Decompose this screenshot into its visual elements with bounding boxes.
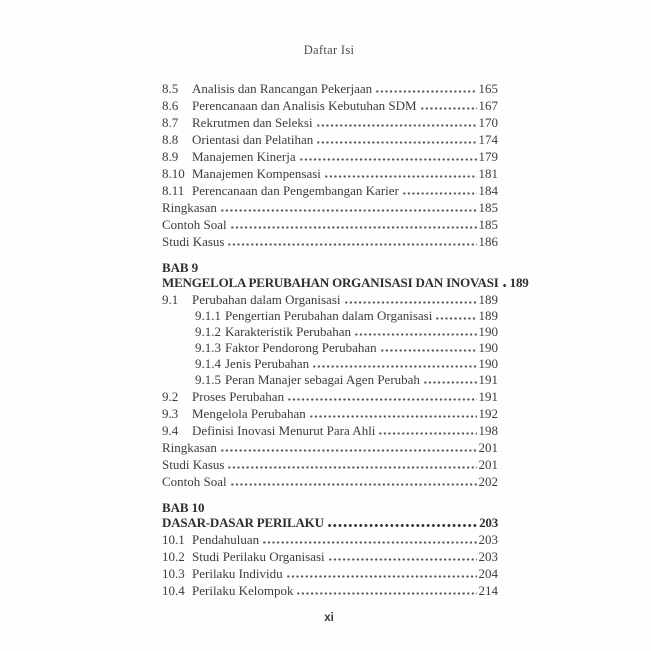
entry-label: Perencanaan dan Analisis Kebutuhan SDM (192, 98, 417, 113)
entry-label: Mengelola Perubahan (192, 406, 306, 421)
dot-leader (286, 565, 477, 582)
toc-entry (162, 456, 498, 473)
toc-bab-label (162, 500, 498, 515)
dot-leader (220, 439, 477, 456)
entry-label: Perubahan dalam Organisasi (192, 292, 341, 307)
entry-number: 9.1.2 (195, 324, 221, 339)
entry-label: Studi Kasus (162, 234, 225, 249)
dot-leader (380, 340, 477, 356)
entry-page-number: 203 (478, 549, 498, 564)
entry-page-number: 214 (478, 583, 498, 598)
entry-number: 10.2 (162, 549, 185, 564)
entry-label: Proses Perubahan (192, 389, 285, 404)
toc-entry (162, 340, 498, 356)
toc-entry (162, 531, 498, 548)
entry-page-number: 170 (478, 115, 498, 130)
chapter-number-label: BAB 10 (162, 500, 205, 515)
entry-page-number: 201 (478, 440, 498, 455)
dot-leader (227, 456, 476, 473)
entry-label: Karakteristik Perubahan (225, 324, 351, 339)
entry-number: 8.7 (162, 115, 179, 130)
chapter-page-number: 203 (479, 515, 498, 530)
entry-label: Jenis Perubahan (225, 356, 310, 371)
entry-page-number: 186 (478, 234, 498, 249)
entry-page-number: 181 (478, 166, 498, 181)
table-of-contents (162, 80, 529, 599)
entry-number: 8.11 (162, 183, 185, 198)
dot-leader (220, 199, 477, 216)
entry-number: 9.1.5 (195, 372, 221, 387)
dot-leader (375, 80, 476, 97)
toc-entry (162, 422, 498, 439)
toc-entry (162, 114, 498, 131)
entry-page-number: 198 (478, 423, 498, 438)
chapter-title: MENGELOLA PERUBAHAN ORGANISASI DAN INOVASI (162, 275, 499, 290)
entry-page-number: 165 (478, 81, 498, 96)
toc-entry (162, 148, 498, 165)
entry-page-number: 202 (478, 474, 498, 489)
running-header: Daftar Isi (303, 43, 355, 57)
entry-label: Faktor Pendorong Perubahan (225, 340, 377, 355)
chapter-title: DASAR-DASAR PERILAKU (162, 515, 324, 530)
entry-label: Ringkasan (162, 440, 217, 455)
entry-number: 9.2 (162, 389, 179, 404)
entry-label: Studi Perilaku Organisasi (192, 549, 325, 564)
toc-entry (162, 233, 498, 250)
dot-leader (327, 515, 477, 531)
entry-label: Manajemen Kinerja (192, 149, 296, 164)
chapter-number-label: BAB 9 (162, 260, 198, 275)
entry-page-number: 167 (478, 98, 498, 113)
toc-entry (162, 548, 498, 565)
entry-number: 10.4 (162, 583, 185, 598)
dot-leader (324, 165, 477, 182)
toc-entry (162, 308, 498, 324)
entry-label: Pendahuluan (192, 532, 260, 547)
entry-number: 9.4 (162, 423, 179, 438)
entry-number: 8.8 (162, 132, 179, 147)
toc-entry (162, 182, 498, 199)
toc-entry (162, 405, 498, 422)
toc-chapter-heading (162, 275, 529, 291)
entry-page-number: 191 (478, 389, 498, 404)
toc-entry (162, 216, 498, 233)
entry-page-number: 203 (478, 532, 498, 547)
dot-leader (502, 275, 508, 291)
toc-bab-label (162, 260, 498, 275)
dot-leader (230, 216, 477, 233)
toc-entry (162, 565, 498, 582)
entry-page-number: 190 (478, 340, 498, 355)
dot-leader (328, 548, 477, 565)
dot-leader (435, 308, 476, 324)
entry-page-number: 189 (478, 292, 498, 307)
toc-entry (162, 439, 498, 456)
entry-label: Ringkasan (162, 200, 217, 215)
dot-leader (316, 114, 477, 131)
toc-entry (162, 356, 498, 372)
entry-label: Contoh Soal (162, 474, 227, 489)
toc-entry (162, 291, 498, 308)
entry-number: 9.1.1 (195, 308, 221, 323)
toc-entry (162, 97, 498, 114)
toc-entry (162, 131, 498, 148)
entry-label: Peran Manajer sebagai Agen Perubah (225, 372, 420, 387)
entry-number: 8.9 (162, 149, 179, 164)
entry-number: 10.1 (162, 532, 185, 547)
entry-page-number: 185 (478, 217, 498, 232)
entry-label: Analisis dan Rancangan Pekerjaan (192, 81, 373, 96)
entry-number: 9.1 (162, 292, 179, 307)
dot-leader (344, 291, 477, 308)
toc-chapter-heading (162, 515, 498, 531)
entry-label: Perilaku Individu (192, 566, 283, 581)
entry-page-number: 190 (478, 324, 498, 339)
dot-leader (227, 233, 476, 250)
entry-label: Manajemen Kompensasi (192, 166, 321, 181)
dot-leader (423, 372, 477, 388)
toc-entry (162, 388, 498, 405)
entry-number: 8.6 (162, 98, 179, 113)
entry-label: Orientasi dan Pelatihan (192, 132, 314, 147)
entry-page-number: 184 (478, 183, 498, 198)
dot-leader (378, 422, 476, 439)
dot-leader (230, 473, 477, 490)
toc-entry (162, 582, 498, 599)
entry-page-number: 179 (478, 149, 498, 164)
dot-leader (402, 182, 477, 199)
toc-entry (162, 372, 498, 388)
entry-label: Definisi Inovasi Menurut Para Ahli (192, 423, 376, 438)
dot-leader (287, 388, 476, 405)
entry-number: 8.5 (162, 81, 179, 96)
entry-page-number: 185 (478, 200, 498, 215)
entry-number: 9.1.4 (195, 356, 221, 371)
entry-label: Perencanaan dan Pengembangan Karier (192, 183, 399, 198)
entry-label: Contoh Soal (162, 217, 227, 232)
dot-leader (296, 582, 476, 599)
toc-entry (162, 324, 498, 340)
toc-entry (162, 199, 498, 216)
chapter-page-number: 189 (509, 275, 529, 290)
entry-number: 9.1.3 (195, 340, 221, 355)
entry-label: Pengertian Perubahan dalam Organisasi (225, 308, 433, 323)
entry-page-number: 204 (478, 566, 498, 581)
toc-entry (162, 473, 498, 490)
dot-leader (309, 405, 477, 422)
entry-number: 9.3 (162, 406, 179, 421)
entry-label: Studi Kasus (162, 457, 225, 472)
page-number-footer: xi (324, 612, 334, 624)
toc-entry (162, 165, 498, 182)
dot-leader (312, 356, 476, 372)
entry-number: 8.10 (162, 166, 185, 181)
toc-entry (162, 80, 498, 97)
entry-number: 10.3 (162, 566, 185, 581)
entry-page-number: 201 (478, 457, 498, 472)
entry-label: Rekrutmen dan Seleksi (192, 115, 313, 130)
dot-leader (354, 324, 477, 340)
dot-leader (299, 148, 477, 165)
entry-label: Perilaku Kelompok (192, 583, 294, 598)
dot-leader (316, 131, 476, 148)
entry-page-number: 191 (478, 372, 498, 387)
dot-leader (262, 531, 476, 548)
entry-page-number: 192 (478, 406, 498, 421)
entry-page-number: 174 (478, 132, 498, 147)
dot-leader (420, 97, 477, 114)
entry-page-number: 190 (478, 356, 498, 371)
entry-page-number: 189 (478, 308, 498, 323)
